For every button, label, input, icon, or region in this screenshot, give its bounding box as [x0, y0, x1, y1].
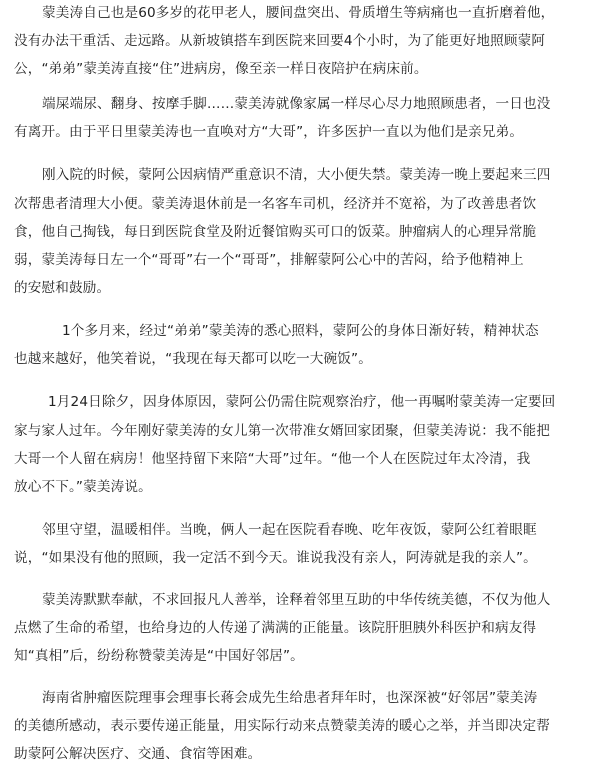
- paragraph-line: 海南省肿瘤医院理事会理事长蒋会成先生给患者拜年时，也深深被“好邻居”蒙美涛: [42, 690, 538, 706]
- paragraph-line: 的美德所感动，表示要传递正能量，用实际行动来点赞蒙美涛的暖心之举，并当即决定帮: [14, 718, 551, 734]
- paragraph-line: 放心不下。”蒙美涛说。: [14, 479, 152, 495]
- paragraph-line: 大哥一个人留在病房！他坚持留下来陪“大哥”过年。“他一个人在医院过年太冷清，我: [14, 451, 531, 467]
- paragraph-line: 食，他自己掏钱，每日到医院食堂及附近餐馆购买可口的饭菜。肿瘤病人的心理异常脆: [14, 224, 537, 240]
- paragraph-line: 弱，蒙美涛每日左一个“哥哥”右一个“哥哥”，排解蒙阿公心中的苦闷，给予他精神上: [14, 252, 524, 268]
- paragraph-line: 邻里守望，温暖相伴。当晚，俩人一起在医院看春晚、吃年夜饭，蒙阿公红着眼眶: [42, 522, 537, 538]
- paragraph-line: 点燃了生命的希望，也给身边的人传递了满满的正能量。该院肝胆胰外科医护和病友得: [14, 620, 537, 636]
- paragraph-line: 的安慰和鼓励。: [14, 280, 111, 296]
- paragraph-line: 也越来越好，他笑着说，“我现在每天都可以吃一大碗饭”。: [14, 351, 372, 367]
- paragraph-line: 次帮患者清理大小便。蒙美涛退休前是一名客车司机，经济并不宽裕，为了改善患者饮: [14, 196, 537, 212]
- paragraph-line: 家与家人过年。今年刚好蒙美涛的女儿第一次带准女婿回家团聚，但蒙美涛说：我不能把: [14, 423, 551, 439]
- paragraph-line: 公，“弟弟”蒙美涛直接“住”进病房，像至亲一样日夜陪护在病床前。: [14, 61, 428, 77]
- paragraph-line: 刚入院的时候，蒙阿公因病情严重意识不清，大小便失禁。蒙美涛一晚上要起来三四: [42, 167, 551, 183]
- paragraph-line: 没有办法干重活、走远路。从新坡镇搭车到医院来回要4个小时，为了能更好地照顾蒙阿: [14, 33, 546, 49]
- paragraph-line: 有离开。由于平日里蒙美涛也一直唤对方“大哥”，许多医护一直以为他们是亲兄弟。: [14, 124, 524, 140]
- paragraph-line: 1月24日除夕，因身体原因，蒙阿公仍需住院观察治疗，他一再嘱咐蒙美涛一定要回: [48, 394, 556, 410]
- paragraph-line: 说，“如果没有他的照顾，我一定活不到今天。谁说我没有亲人，阿涛就是我的亲人”。: [14, 550, 537, 566]
- paragraph-line: 知“真相”后，纷纷称赞蒙美涛是“中国好邻居”。: [14, 648, 304, 664]
- paragraph-line: 助蒙阿公解决医疗、交通、食宿等困难。: [14, 746, 262, 762]
- paragraph-line: 端屎端尿、翻身、按摩手脚……蒙美涛就像家属一样尽心尽力地照顾患者，一日也没: [42, 96, 551, 112]
- paragraph-line: 1个多月来，经过“弟弟”蒙美涛的悉心照料，蒙阿公的身体日渐好转，精神状态: [62, 323, 539, 339]
- paragraph-line: 蒙美涛自己也是60多岁的花甲老人，腰间盘突出、骨质增生等病痛也一直折磨着他，: [42, 5, 555, 21]
- paragraph-line: 蒙美涛默默奉献，不求回报凡人善举，诠释着邻里互助的中华传统美德，不仅为他人: [42, 592, 551, 608]
